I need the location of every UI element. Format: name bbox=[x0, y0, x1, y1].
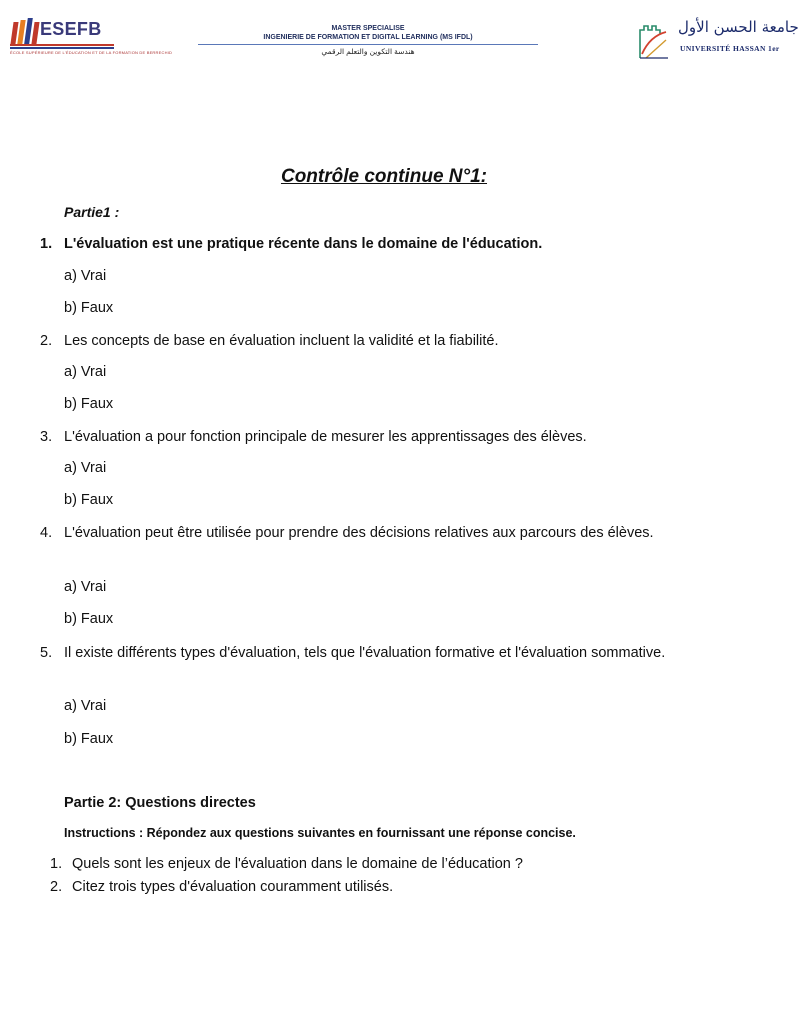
option-a: a) Vrai bbox=[64, 698, 107, 714]
question-number: 5. bbox=[40, 645, 53, 661]
question-text: L'évaluation a pour fonction principale de mesurer les apprentissages des élèves. bbox=[64, 429, 587, 445]
question-2 bbox=[40, 330, 676, 353]
option-a: a) Vrai bbox=[64, 460, 107, 476]
question-number: 1. bbox=[50, 856, 63, 872]
direct-question-2 bbox=[50, 879, 394, 895]
question-text: Il existe différents types d'évaluation, tels que l'évaluation formative et l'évaluation sommative. bbox=[64, 645, 666, 661]
question-1 bbox=[40, 233, 676, 256]
esefb-logo-subtitle: ÉCOLE SUPÉRIEURE DE L'ÉDUCATION ET DE LA FORMATION DE BERRECHID bbox=[10, 50, 173, 55]
document-header bbox=[0, 0, 799, 70]
university-name-french: UNIVERSITÉ HASSAN 1er bbox=[680, 44, 780, 53]
option-a: a) Vrai bbox=[64, 364, 107, 380]
question-number: 1. bbox=[40, 236, 53, 252]
question-number: 2. bbox=[50, 879, 63, 895]
university-emblem-icon bbox=[636, 20, 672, 60]
question-text: Quels sont les enjeux de l'évaluation dans le domaine de l’éducation ? bbox=[72, 856, 523, 872]
option-b: b) Faux bbox=[64, 396, 114, 412]
part-1-heading: Partie1 : bbox=[64, 204, 120, 220]
part-2-instructions: Instructions : Répondez aux questions suivantes en fournissant une réponse concise. bbox=[64, 826, 576, 840]
option-b: b) Faux bbox=[64, 731, 114, 747]
question-text: Les concepts de base en évaluation incluent la validité et la fiabilité. bbox=[64, 333, 499, 349]
esefb-emblem-icon bbox=[10, 16, 38, 44]
university-logo bbox=[636, 18, 799, 62]
question-5 bbox=[40, 642, 676, 665]
program-header-rule bbox=[198, 44, 538, 45]
option-b: b) Faux bbox=[64, 492, 114, 508]
question-text: L'évaluation est une pratique récente dans le domaine de l'éducation. bbox=[64, 236, 543, 252]
part-2-heading: Partie 2: Questions directes bbox=[64, 795, 256, 811]
question-3 bbox=[40, 426, 676, 449]
esefb-logo bbox=[10, 16, 173, 56]
option-a: a) Vrai bbox=[64, 579, 107, 595]
esefb-rule-blue bbox=[10, 47, 114, 49]
esefb-logo-name: ESEFB bbox=[40, 19, 102, 39]
direct-question-1 bbox=[50, 856, 523, 872]
question-number: 2. bbox=[40, 333, 53, 349]
exam-title: Contrôle continue N°1: bbox=[280, 166, 488, 187]
question-number: 3. bbox=[40, 429, 53, 445]
option-a: a) Vrai bbox=[64, 268, 107, 284]
program-title-line-1: MASTER SPECIALISE bbox=[331, 25, 405, 32]
university-name-arabic: جامعة الحسن الأول bbox=[678, 18, 799, 36]
option-b: b) Faux bbox=[64, 611, 114, 627]
question-number: 4. bbox=[40, 525, 53, 541]
question-text: L'évaluation peut être utilisée pour prendre des décisions relatives aux parcours des élèves. bbox=[64, 525, 654, 541]
option-b: b) Faux bbox=[64, 300, 114, 316]
program-title-arabic: هندسة التكوين والتعلم الرقمي bbox=[321, 47, 415, 56]
question-text: Citez trois types d'évaluation couramment utilisés. bbox=[72, 879, 394, 895]
esefb-rule-red bbox=[10, 44, 114, 46]
program-header bbox=[198, 24, 538, 56]
program-title-line-2: INGENIERIE DE FORMATION ET DIGITAL LEARNING (MS IFDL) bbox=[263, 34, 473, 41]
question-4 bbox=[40, 522, 676, 545]
